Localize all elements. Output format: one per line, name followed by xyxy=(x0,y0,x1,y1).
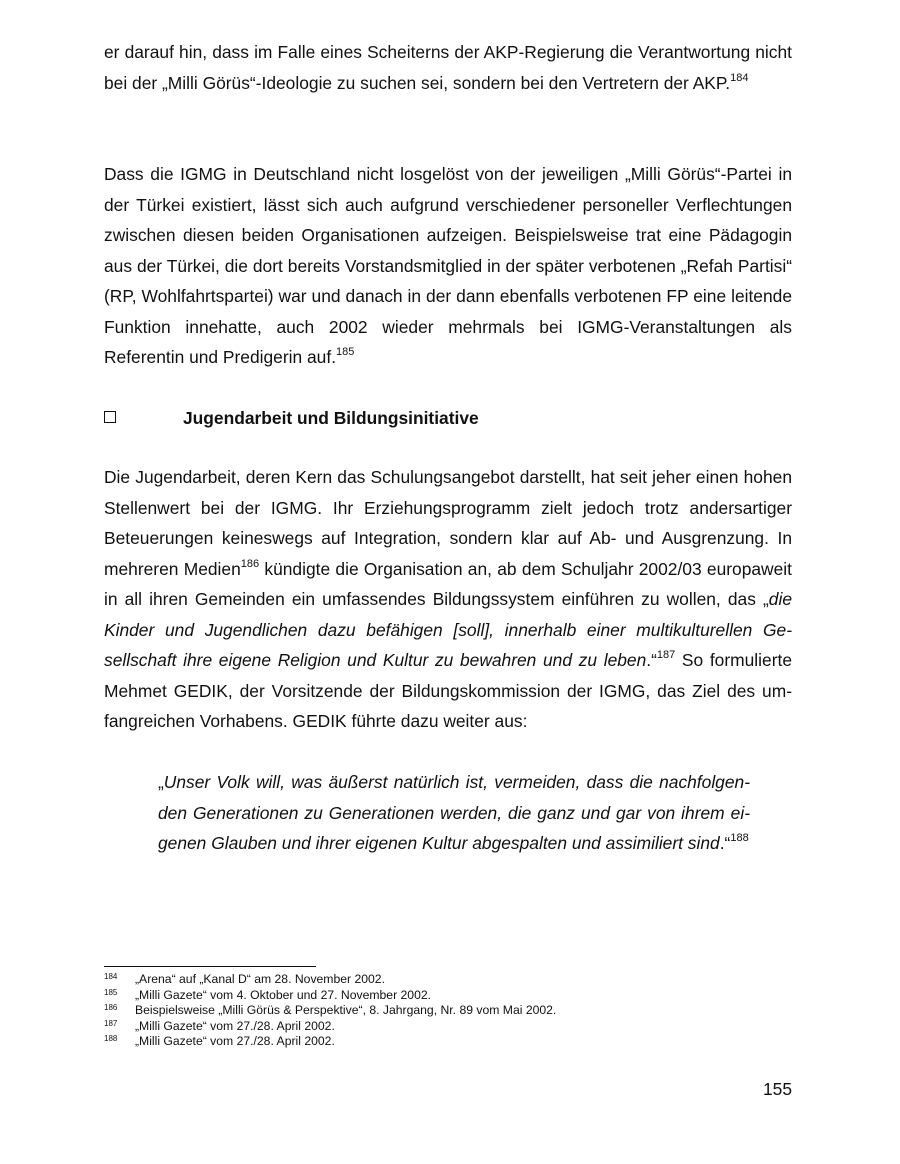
section-heading-text: Jugendarbeit und Bildungsinitiative xyxy=(183,408,479,428)
footnote-text: Beispielsweise „Milli Görüs & Perspektive“, 8. Jahrgang, Nr. 89 vom Mai 2002. xyxy=(135,1003,557,1017)
footnote-divider xyxy=(104,966,316,967)
section-heading xyxy=(104,403,792,433)
footnote xyxy=(104,988,804,1004)
footnote-text: „Milli Gazete“ vom 4. Oktober und 27. November 2002. xyxy=(135,987,432,1002)
quote-text: Unser Volk will, was äußerst natürlich ist, vermeiden, dass die nachfolgenden Generationen zu Generationen werden, die ganz und gar von ihrem eigenen Glauben und ihrer eigenen Kultur abgespalten und assimiliert sind xyxy=(158,772,750,853)
footnotes xyxy=(104,972,804,1050)
paragraph-text: Die Jugendarbeit, deren Kern das Schulungsangebot darstellt, hat seit jeher einen hohen Stellenwert bei der IGMG. Ihr Erziehungsprogramm zielt jedoch trotz andersartiger Beteuerungen keineswegs auf Integration, sondern klar auf Ab- und Ausgrenzung. In mehreren Medien xyxy=(104,467,792,579)
footnote-number: 185 xyxy=(104,987,118,997)
footnote xyxy=(104,1034,804,1050)
footnote xyxy=(104,1019,804,1035)
paragraph xyxy=(104,159,792,373)
footnote-text: „Arena“ auf „Kanal D“ am 28. November 2002. xyxy=(135,972,385,986)
paragraph-text: kündigte die Organisation an, ab dem Schuljahr 2002/03 europaweit in all ihren Gemeinden ein umfassendes Bildungssystem einführen zu wollen, das „ xyxy=(104,558,792,609)
paragraph-text: So formulierte Mehmet GEDIK, der Vorsitzende der Bildungskommission der IGMG, das Ziel des umfangreichen Vorhabens. GEDIK führte dazu weiter aus: xyxy=(104,650,792,731)
paragraph-text: .“ xyxy=(646,650,657,670)
footnote-text: „Milli Gazete“ vom 27./28. April 2002. xyxy=(135,1034,335,1048)
paragraph-text: Dass die IGMG in Deutschland nicht losgelöst von der jeweiligen „Milli Görüs“-Partei in der Türkei existiert, lässt sich auch aufgrund verschiedener personeller Verflechtungen zwischen diesen beiden Organisationen aufzeigen. Beispielsweise trat eine Pädagogin aus der Türkei, die dort bereits Vorstandsmitglied in der später verbotenen „Refah Partisi“ (RP, Wohlfahrtspartei) war und danach in der dann ebenfalls verbotenen FP eine leitende Funktion innehatte, auch 2002 wieder mehrmals bei IGMG-Veranstaltungen als Referentin und Predigerin auf. xyxy=(104,164,792,367)
quote-mark: .“ xyxy=(719,833,731,853)
footnote-ref: 187 xyxy=(656,649,676,662)
footnote xyxy=(104,972,804,988)
block-quote xyxy=(158,767,750,859)
paragraph xyxy=(104,37,792,98)
footnote xyxy=(104,1003,804,1019)
quoted-text: die Kinder und Jugendlichen dazu befähigen [soll], innerhalb einer multikulturellen Gesellschaft ihre eigene Religion und Kultur zu bewahren und zu leben xyxy=(104,589,792,670)
page-number: 155 xyxy=(762,1079,792,1099)
footnote-ref: 188 xyxy=(730,832,749,845)
checkbox-bullet-icon xyxy=(104,411,116,423)
paragraph-text: er darauf hin, dass im Falle eines Scheiterns der AKP-Regierung die Verantwortung nicht bei der „Milli Görüs“-Ideologie zu suchen sei, sondern bei den Vertretern der AKP. xyxy=(104,42,792,93)
footnote-number: 184 xyxy=(104,972,118,981)
footnote-text: „Milli Gazete“ vom 27./28. April 2002. xyxy=(135,1018,335,1033)
footnote-ref: 184 xyxy=(730,71,749,84)
quote-mark: „ xyxy=(158,772,164,792)
footnote-number: 186 xyxy=(104,1003,118,1012)
footnote-ref: 185 xyxy=(336,346,355,359)
paragraph xyxy=(104,462,792,737)
footnote-ref: 186 xyxy=(240,557,260,570)
footnote-number: 187 xyxy=(104,1018,118,1028)
footnote-number: 188 xyxy=(104,1034,118,1043)
